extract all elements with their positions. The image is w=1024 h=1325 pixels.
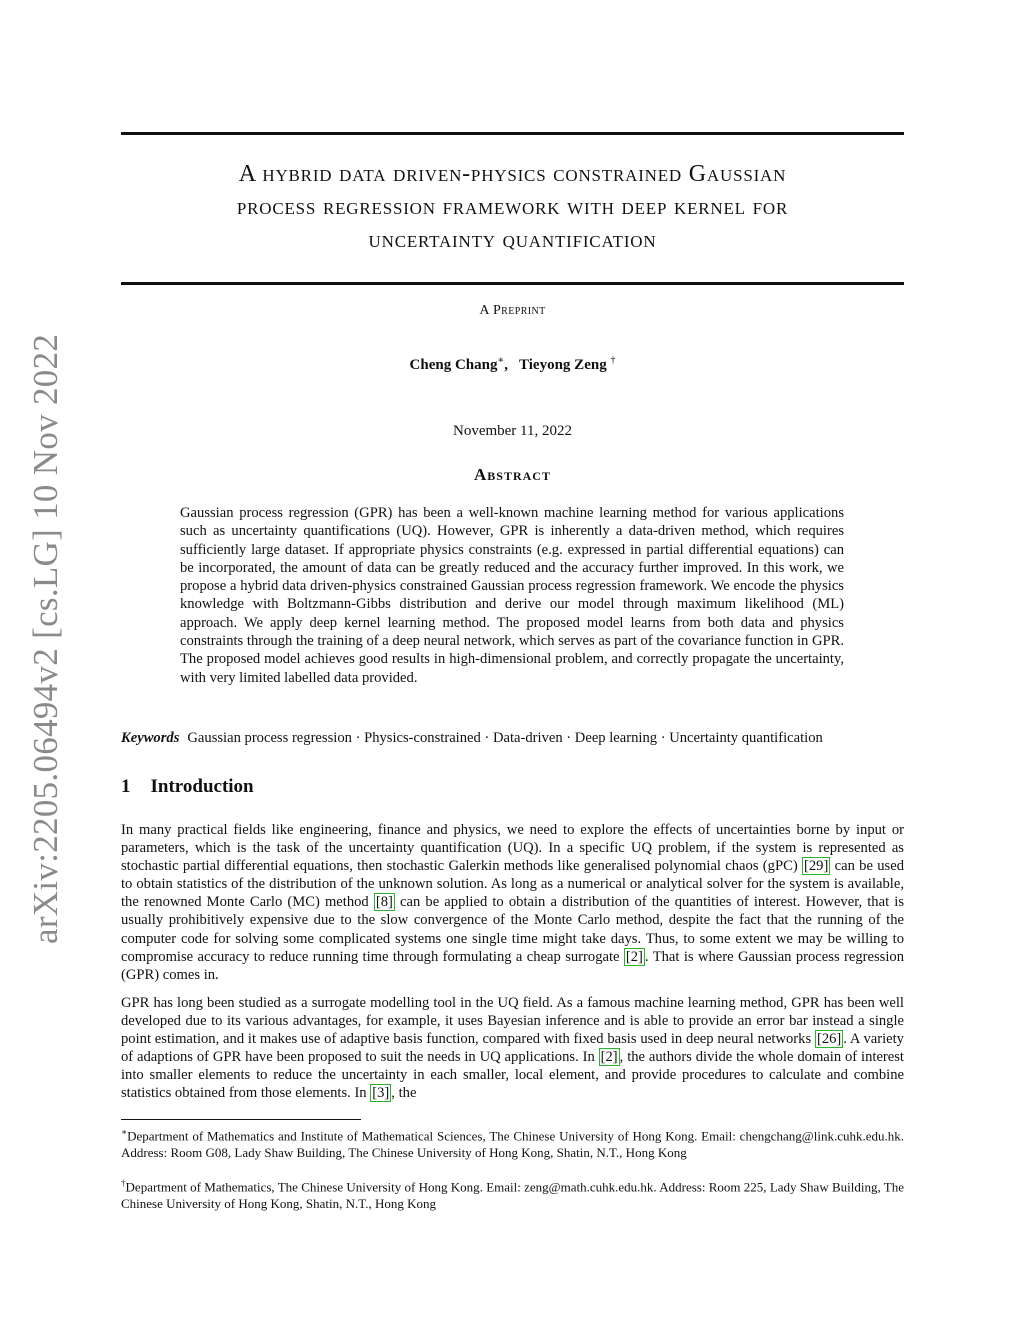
intro-paragraph-1 [121, 821, 904, 984]
citation-link[interactable]: [2] [600, 1049, 618, 1066]
footnote-mark[interactable]: † [610, 355, 616, 366]
citation-link[interactable]: [3] [372, 1085, 390, 1102]
keywords-label: Keywords [121, 730, 180, 746]
citation-link[interactable]: [2] [625, 948, 643, 965]
section-number: 1 [121, 776, 131, 797]
footnote-2 [121, 1175, 904, 1212]
title-bottom-rule [121, 282, 904, 285]
footnote-rule [121, 1119, 361, 1120]
title-line-1: A hybrid data driven-physics constrained Gaussian [238, 161, 787, 187]
title-top-rule [121, 132, 904, 135]
citation-link[interactable]: [8] [375, 894, 393, 911]
title-line-3: uncertainty quantification [368, 227, 657, 253]
citation-link[interactable]: [29] [803, 858, 829, 875]
paper-title [121, 158, 904, 257]
paragraph-text: . That is where Gaussian process regression (GPR) comes in. [121, 948, 904, 983]
footnote-1 [121, 1124, 904, 1161]
arxiv-watermark: arXiv:2205.06494v2 [cs.LG] 10 Nov 2022 [26, 333, 65, 944]
abstract-heading: Abstract [474, 465, 551, 484]
paragraph-text: can be applied to obtain a distribution of the quantities of interest. However, that is usually prohibitively expensive due to the slow convergence of the Monte Carlo method, despite the fact that the running of the computer code for solving some complicated systems one single time might take days. Thus, to some extent we may be willing to compromise accuracy to reduce running time through formulating a cheap surrogate [121, 894, 904, 965]
section-heading [121, 776, 254, 798]
paragraph-text: , the authors divide the whole domain of interest into smaller elements to reduce the uncertainty in each smaller, local element, and provide procedures to calculate and combine statistics obtained from those elements. In [121, 1049, 904, 1102]
section-title: Introduction [150, 776, 254, 797]
author-list: Cheng Chang∗, Tieyong Zeng † [409, 355, 616, 373]
footnote-text: Department of Mathematics and Institute of Mathematical Sciences, The Chinese University of Hong Kong. Email: chengchang@link.cuhk.edu.hk. Address: Room G08, Lady Shaw Building, The Chinese University of Hong Kong, Shatin, N.T., Hong Kong [121, 1128, 904, 1160]
footnote-mark[interactable]: ∗ [497, 355, 505, 366]
paragraph-text: GPR has long been studied as a surrogate modelling tool in the UQ field. As a famous machine learning method, GPR has been well developed due to its various advantages, for example, it uses Bayesian inference and is able to provide an error bar instead a single point estimation, and it makes use of adaptive basis function, compared with fixed basis used in deep neural networks [121, 995, 904, 1048]
author-name: Cheng Chang [409, 357, 498, 373]
title-line-2: process regression framework with deep kernel for [236, 194, 789, 220]
citation-link[interactable]: [26] [816, 1031, 842, 1048]
footnote-mark: ∗ [121, 1127, 128, 1137]
intro-paragraph-2 [121, 994, 904, 1103]
footnote-text: Department of Mathematics, The Chinese University of Hong Kong. Email: zeng@math.cuhk.edu.hk. Address: Room 225, Lady Shaw Building, The Chinese University of Hong Kong, Shatin, N.T., Hong Kong [121, 1179, 904, 1211]
paragraph-text: can be used to obtain statistics of the distribution of the unknown solution. As long as a numerical or analytical solver for the system is available, the renowned Monte Carlo (MC) method [121, 858, 904, 911]
keywords-list: Gaussian process regression · Physics-constrained · Data-driven · Deep learning · Uncertainty quantification [187, 730, 823, 746]
preprint-label: A Preprint [479, 303, 546, 318]
paragraph-text: . A variety of adaptions of GPR have been proposed to suit the needs in UQ applications. In [121, 1031, 904, 1066]
footnote-mark: † [121, 1178, 126, 1188]
author-name: Tieyong Zeng [519, 357, 607, 373]
paragraph-text: In many practical fields like engineering, finance and physics, we need to explore the effects of uncertainties borne by input or parameters, which is the task of the uncertainty quantification (UQ). In a specific UQ problem, if the system is represented as stochastic partial differential equations, then stochastic Galerkin methods like generalised polynomial chaos (gPC) [121, 822, 904, 875]
keywords-line [121, 729, 904, 747]
paper-date: November 11, 2022 [452, 423, 572, 439]
paragraph-text: , the [391, 1085, 417, 1102]
abstract-body: Gaussian process regression (GPR) has been a well-known machine learning method for various applications such as uncertainty quantifications (UQ). However, GPR is inherently a data-driven method, which requires sufficiently large dataset. If appropriate physics constraints (e.g. expressed in partial differential equations) can be incorporated, the amount of data can be greatly reduced and the accuracy further improved. In this work, we propose a hybrid data driven-physics constrained Gaussian process regression framework. We encode the physics knowledge with Boltzmann-Gibbs distribution and derive our model through maximum likelihood (ML) approach. We apply deep kernel learning method. The proposed model learns from both data and physics constraints through the training of a deep neural network, which serves as part of the covariance function in GPR. The proposed model achieves good results in high-dimensional problem, and correctly propagate the uncertainty, with very limited labelled data provided. [180, 505, 844, 686]
